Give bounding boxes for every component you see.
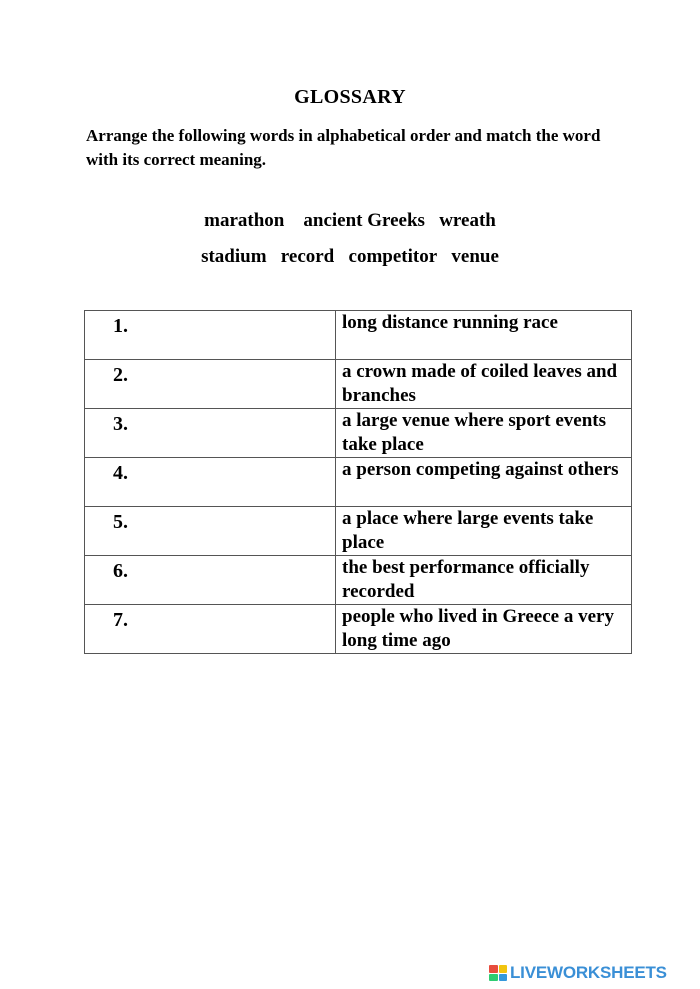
definition-cell: the best performance officially recorded [336,556,632,605]
row-number: 2. [113,364,128,386]
logo-square [489,965,498,973]
definition-cell: a person competing against others [336,458,632,507]
page-title: GLOSSARY [294,86,406,108]
row-number: 5. [113,511,128,533]
logo-square [499,974,508,982]
word-bank-line-1 [0,210,700,232]
answer-cell[interactable] [85,458,336,507]
row-number: 7. [113,609,128,631]
word-bank-item: ancient Greeks [303,210,425,231]
row-number: 3. [113,413,128,435]
table-row [85,507,632,556]
answer-cell[interactable] [85,605,336,654]
liveworksheets-logo-icon [489,965,507,981]
word-bank-item: venue [451,246,499,267]
answer-cell[interactable] [85,360,336,409]
table-row [85,458,632,507]
row-number: 4. [113,462,128,484]
definition-cell: long distance running race [336,311,632,360]
definition-cell: a large venue where sport events take place [336,409,632,458]
word-bank-line-2 [0,246,700,268]
brand-text: LIVEWORKSHEETS [510,963,667,982]
table-row [85,311,632,360]
word-bank-item: record [280,246,335,267]
word-bank-item: marathon [204,210,285,231]
word-bank-item: stadium [201,246,267,267]
word-bank-item: wreath [439,210,496,231]
row-number: 6. [113,560,128,582]
answer-cell[interactable] [85,556,336,605]
definition-cell: a crown made of coiled leaves and branches [336,360,632,409]
liveworksheets-brand [489,963,667,983]
table-row [85,605,632,654]
definition-cell: people who lived in Greece a very long time ago [336,605,632,654]
answer-cell[interactable] [85,409,336,458]
answer-cell[interactable] [85,507,336,556]
table-row [85,556,632,605]
definition-cell: a place where large events take place [336,507,632,556]
answer-cell[interactable] [85,311,336,360]
glossary-table [84,310,632,654]
logo-square [499,965,508,973]
instructions-text: Arrange the following words in alphabetical order and match the word with its correct meaning. [86,126,601,169]
word-bank-item: competitor [348,246,438,267]
table-row [85,360,632,409]
row-number: 1. [113,315,128,337]
logo-square [489,974,498,982]
table-row [85,409,632,458]
